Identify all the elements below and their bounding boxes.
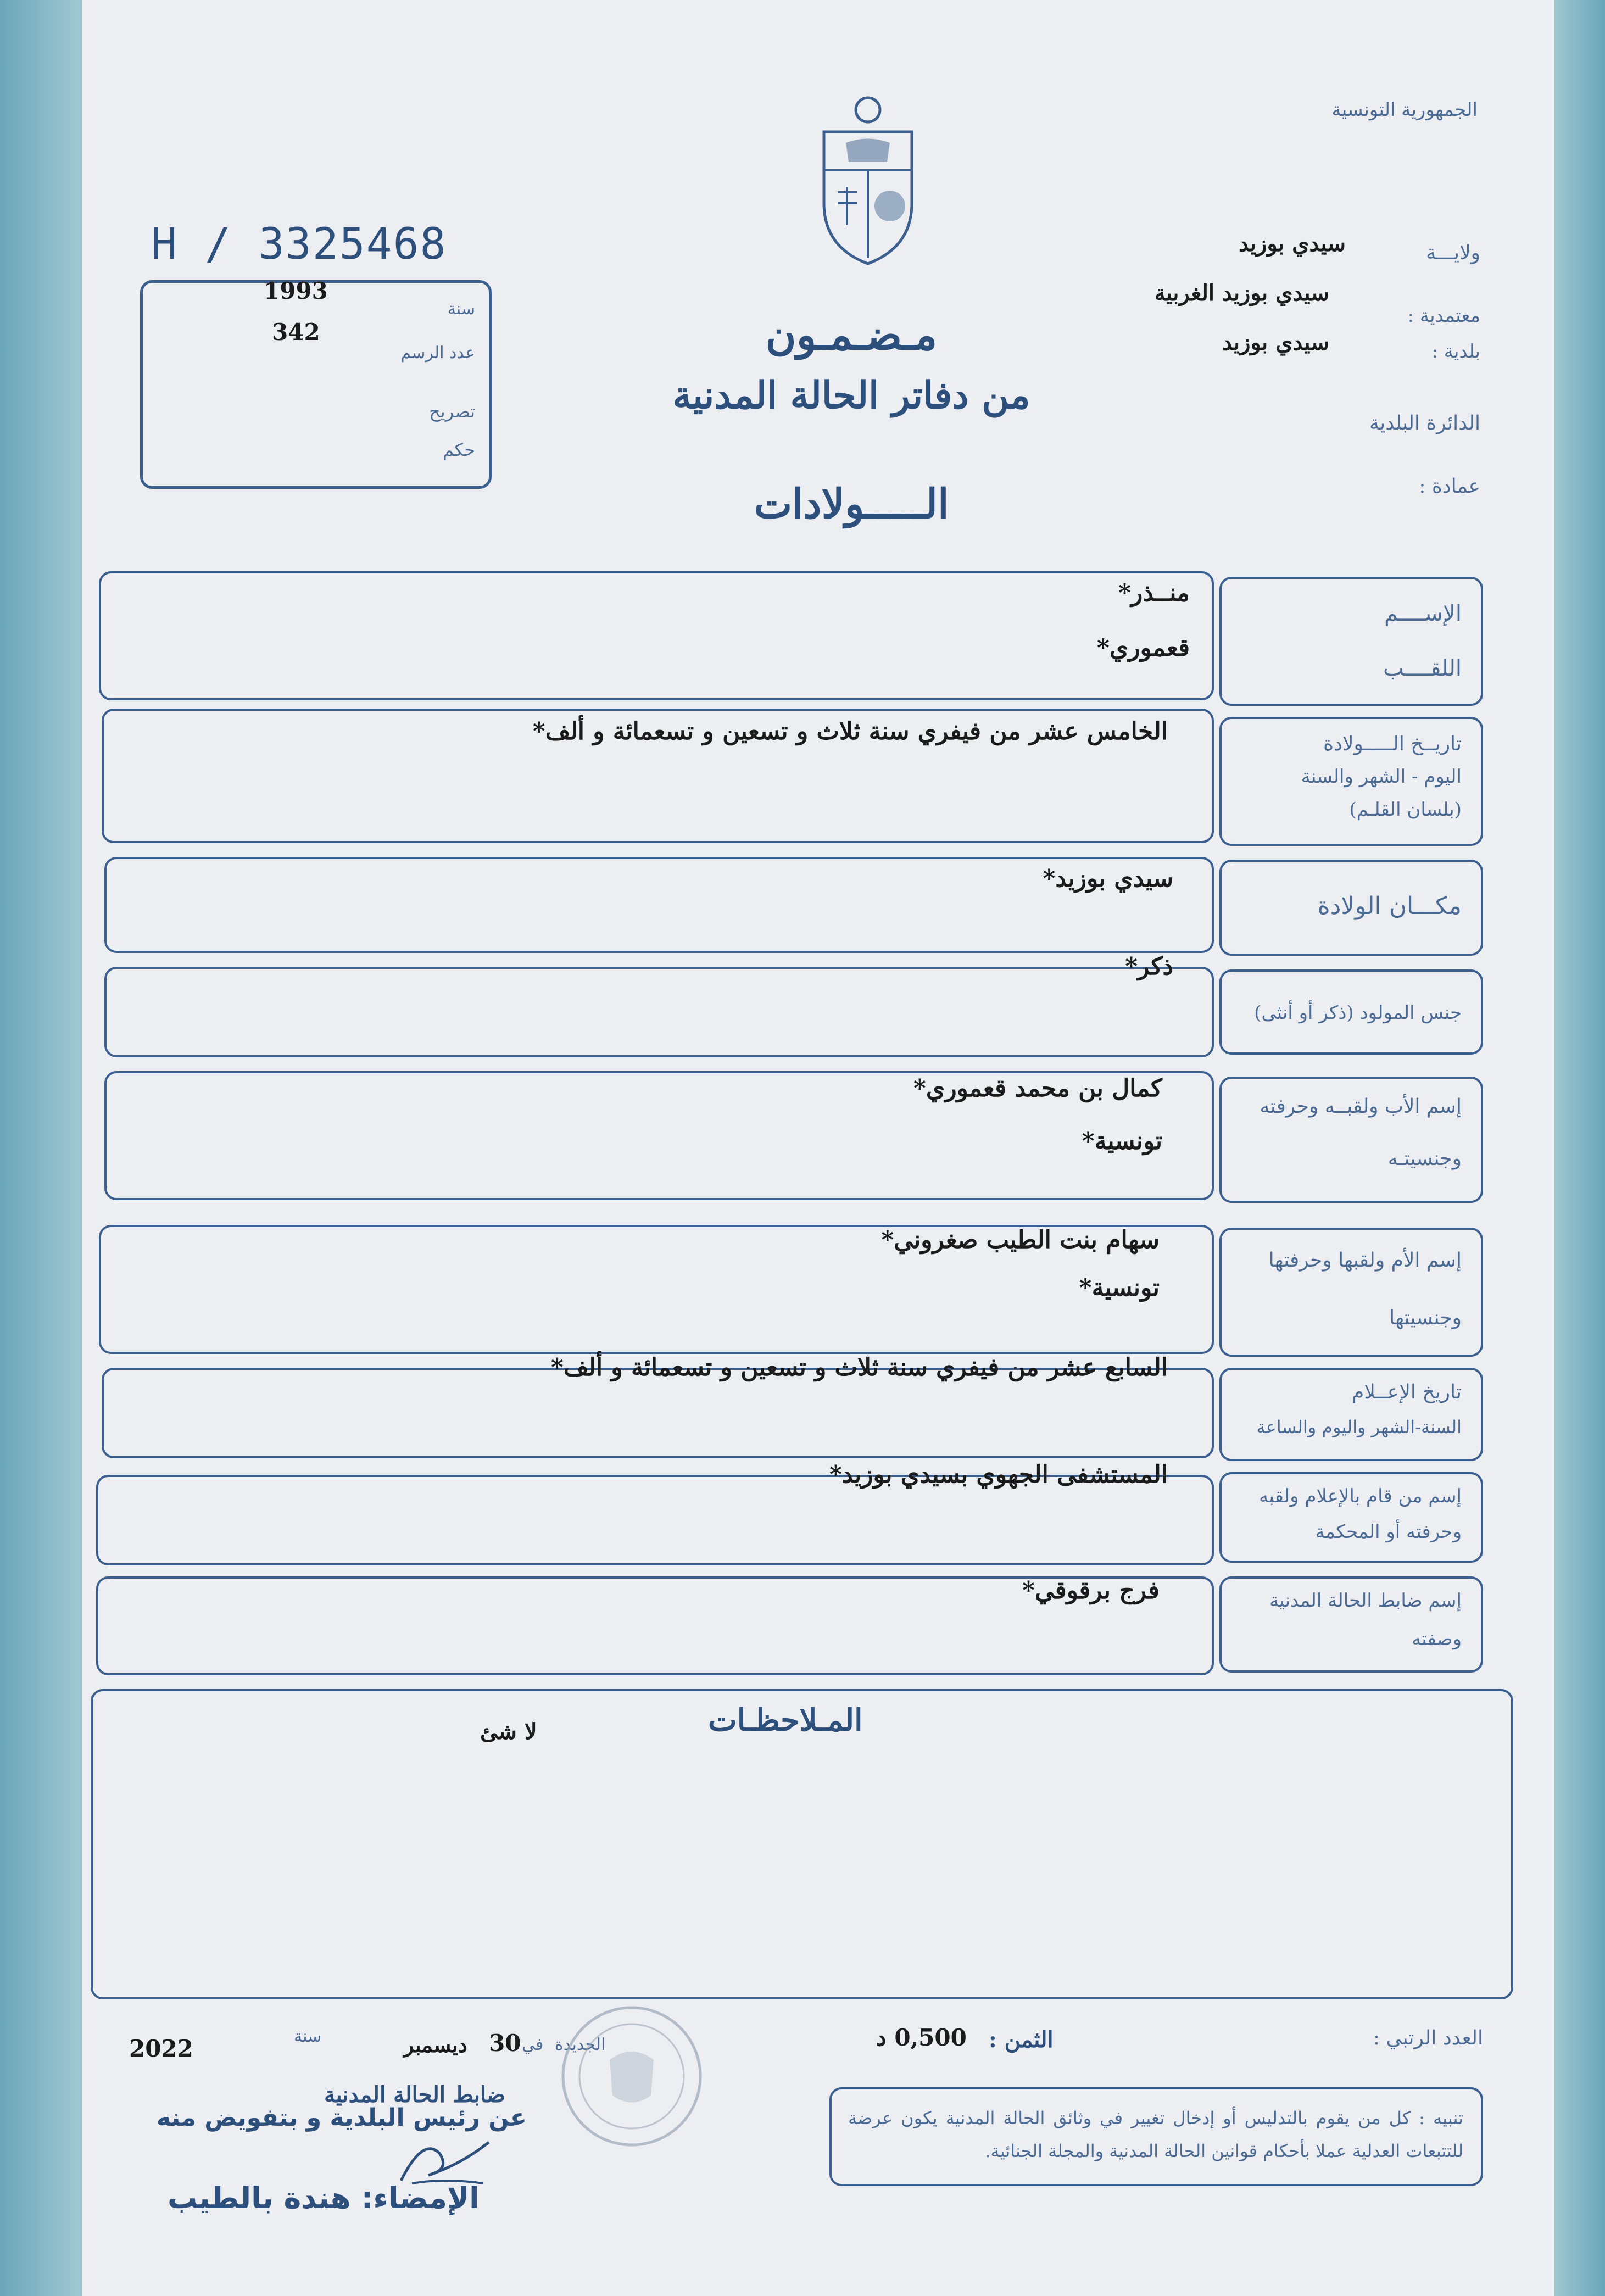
field-value-box-birth-place [104, 857, 1214, 953]
birth-certificate-page [82, 0, 1554, 2296]
field-label-box-officer [1219, 1576, 1483, 1673]
date-month: ديسمبر [404, 2032, 467, 2057]
value-surname: قعموري* [1096, 634, 1190, 662]
order-number-label: العدد الرتبي : [1373, 2027, 1483, 2049]
label-surname: اللقــــب [1383, 656, 1462, 681]
republic-label: الجمهورية التونسية [1331, 99, 1478, 121]
field-value-box-birth-date [102, 709, 1214, 843]
remarks-title: المـلاحظـات [708, 1702, 863, 1738]
remarks-box [91, 1689, 1513, 1999]
field-value-box-sex [104, 952, 1214, 1057]
label-first-name: الإســــم [1384, 601, 1462, 626]
value-birth-date: الخامس عشر من فيفري سنة ثلاث و تسعين و تسعمائة و ألف* [532, 717, 1168, 745]
field-value-box-officer [96, 1576, 1214, 1675]
date-day: 30 [489, 2030, 521, 2057]
delegation-value: سيدي بوزيد الغربية [1154, 280, 1329, 306]
serial-number: H / 3325468 [151, 220, 447, 269]
field-label-box-declarant [1219, 1472, 1483, 1563]
governorate-label: ولايـــة [1426, 242, 1480, 264]
value-officer: فرج برقوقي* [1022, 1576, 1160, 1604]
label-declarant: إسم من قام بالإعلام ولقبه [1259, 1485, 1462, 1507]
record-year-value: 1993 [264, 277, 328, 304]
officer-line1: ضابط الحالة المدنية [324, 2082, 506, 2108]
field-value-box-declaration-date [102, 1353, 1214, 1458]
label-father: إسم الأب ولقبــه وحرفته [1260, 1095, 1462, 1118]
record-declaration-label: تصريح [429, 401, 475, 422]
value-father-nationality: تونسية* [1082, 1127, 1162, 1155]
field-value-box-declarant [96, 1461, 1214, 1565]
label-birth-place: مكـــان الولادة [1317, 892, 1462, 920]
price-value: 0,500 د [876, 2024, 967, 2051]
signature-text: الإمضاء: هندة بالطيب [168, 2181, 480, 2215]
year-label: سنة [294, 2027, 322, 2046]
district-label: الدائرة البلدية [1369, 412, 1480, 434]
label-declaration-date-format: السنة-الشهر واليوم والساعة [1256, 1417, 1462, 1437]
record-judgment-label: حكم [443, 439, 475, 460]
legal-notice-text: تنبيه : كل من يقوم بالتدليس أو إدخال تغيير في وثائق الحالة المدنية يكون عرضة للتتبعات العدلية عملا بأحكام قوانين الحالة المدنية والمجلة الجنائية. [848, 2108, 1463, 2161]
field-value-box-mother [99, 1225, 1214, 1354]
date-prefix: في [522, 2035, 544, 2054]
decorative-border-left [0, 0, 93, 2296]
label-birth-date-note: (بلسان القلـم) [1349, 799, 1462, 821]
remarks-value: لا شئ [480, 1719, 537, 1745]
field-label-box-mother [1219, 1228, 1483, 1357]
record-number-value: 342 [272, 319, 320, 345]
field-label-box-birth-date [1219, 717, 1483, 846]
record-box [140, 277, 492, 489]
municipality-value: سيدي بوزيد [1222, 330, 1329, 355]
value-birth-place: سيدي بوزيد* [1043, 865, 1173, 893]
label-mother-nationality: وجنسيتها [1389, 1307, 1462, 1329]
year-value: 2022 [129, 2035, 193, 2062]
value-mother-nationality: تونسية* [1079, 1274, 1160, 1302]
value-declarant: المستشفى الجهوي بسيدي بوزيد* [829, 1461, 1168, 1489]
price-label: الثمن : [989, 2027, 1054, 2053]
value-father: كمال بن محمد قعموري* [913, 1074, 1162, 1102]
field-label-box-father [1219, 1077, 1483, 1203]
field-value-box-father [104, 1071, 1214, 1200]
field-label-box-sex [1219, 969, 1483, 1055]
label-birth-date: تاريــخ الـــــولادة [1323, 733, 1462, 755]
title-line1: مـضـمـون [765, 310, 938, 359]
legal-notice-box [829, 2087, 1483, 2186]
municipality-label: بلدية : [1431, 341, 1480, 363]
field-label-box-name [1219, 577, 1483, 706]
section-title: الـــــولادات [754, 481, 949, 528]
label-birth-date-format: اليوم - الشهر والسنة [1301, 766, 1462, 788]
municipal-stamp-icon [555, 1999, 709, 2153]
label-mother: إسم الأم ولقبها وحرفتها [1268, 1249, 1462, 1272]
governorate-value: سيدي بوزيد [1238, 231, 1346, 257]
value-declaration-date: السابع عشر من فيفري سنة ثلاث و تسعين و تسعمائة و ألف* [550, 1353, 1168, 1381]
label-declaration-date: تاريخ الإعــلام [1352, 1381, 1462, 1403]
delegation-label: معتمدية : [1407, 305, 1480, 327]
record-year-label: سنة [447, 299, 475, 319]
label-father-nationality: وجنسيتـه [1387, 1147, 1462, 1170]
officer-line2: عن رئيس البلدية و بتفويض منه [157, 2104, 527, 2132]
field-value-box-name [99, 571, 1214, 700]
title-line2: من دفاتر الحالة المدنية [672, 374, 1030, 417]
value-mother: سهام بنت الطيب صغروني* [881, 1226, 1160, 1254]
record-number-label: عدد الرسم [400, 343, 475, 363]
omda-label: عمادة : [1419, 475, 1480, 498]
place-label: الجديدة [555, 2035, 606, 2054]
tunisia-coat-of-arms-icon [813, 93, 923, 269]
label-declarant-court: وحرفته أو المحكمة [1315, 1521, 1462, 1543]
field-label-box-birth-place [1219, 860, 1483, 956]
label-sex: جنس المولود (ذكر أو أنثى) [1254, 1002, 1462, 1024]
value-sex: ذكر* [1125, 952, 1173, 980]
label-officer-title: وصفته [1412, 1628, 1462, 1650]
field-label-box-declaration-date [1219, 1368, 1483, 1461]
label-officer: إسم ضابط الحالة المدنية [1269, 1590, 1462, 1612]
value-first-name: منــذر* [1118, 579, 1190, 607]
